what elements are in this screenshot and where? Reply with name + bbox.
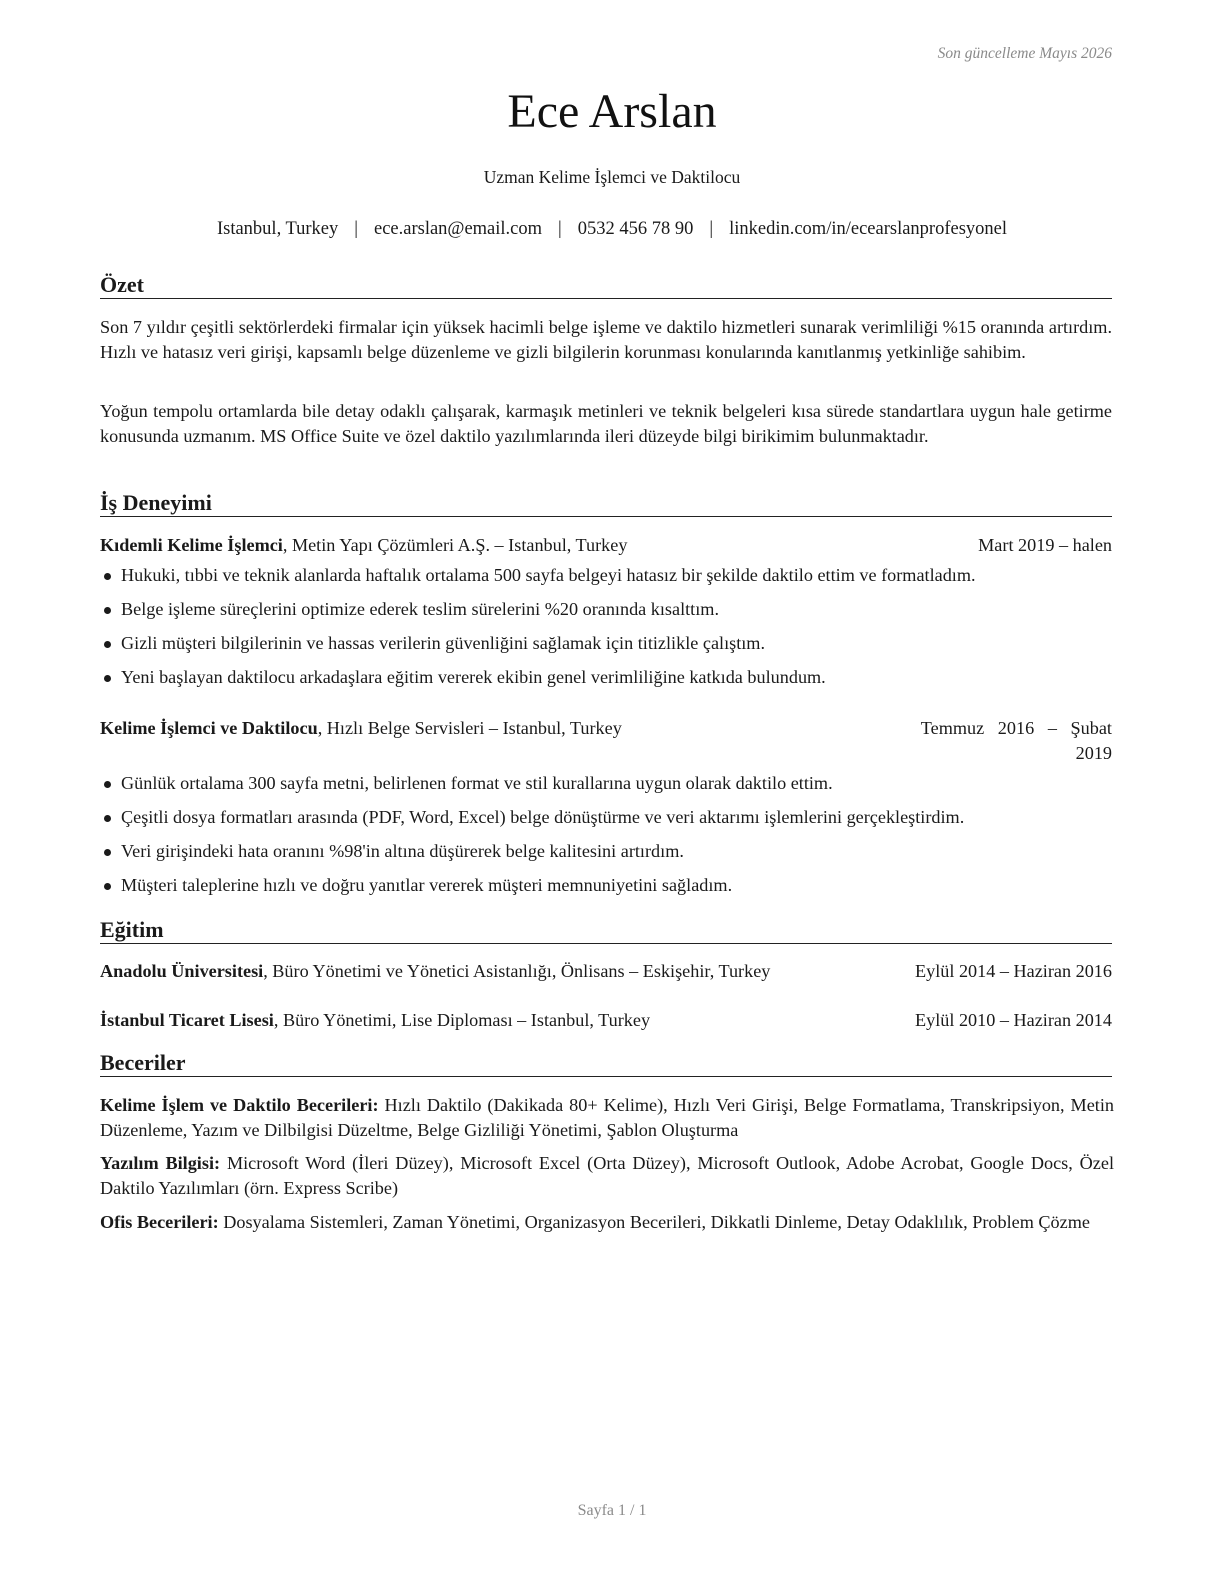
job-company: , Metin Yapı Çözümleri A.Ş. – Istanbul, Turkey [282, 535, 628, 555]
job-role: Kelime İşlemci ve Daktilocu [100, 718, 318, 738]
list-item [100, 665, 1130, 690]
section-heading-experience: İş Deneyimi [100, 490, 1112, 517]
bullet-icon [104, 883, 111, 890]
job-dates: Temmuz 2016 – Şubat 2019 [920, 718, 1112, 763]
page-number: Sayfa 1 / 1 [577, 1502, 647, 1519]
contact-email[interactable]: ece.arslan@email.com [373, 219, 543, 239]
skill-group-label: Yazılım Bilgisi: [100, 1153, 221, 1173]
list-item [100, 631, 1130, 656]
contact-location: Istanbul, Turkey [216, 219, 339, 239]
school-name: İstanbul Ticaret Lisesi [100, 1010, 274, 1030]
bullet-text: Günlük ortalama 300 sayfa metni, belirlenen format ve stil kurallarına uygun olarak daktilo ettim. [121, 773, 833, 793]
skill-group-label: Kelime İşlem ve Daktilo Becerileri: [100, 1095, 379, 1115]
job-role: Kıdemli Kelime İşlemci [100, 535, 283, 555]
contact-phone: 0532 456 78 90 [577, 219, 694, 239]
bullet-text: Belge işleme süreçlerini optimize ederek teslim sürelerini %20 oranında kısalttım. [121, 599, 719, 619]
last-updated-note: Son güncelleme Mayıs 2026 [937, 45, 1112, 62]
list-item [100, 771, 1130, 796]
education-detail: , Büro Yönetimi, Lise Diploması – Istanbul, Turkey [273, 1010, 651, 1030]
job-company: , Hızlı Belge Servisleri – Istanbul, Turkey [317, 718, 622, 738]
job-title: Uzman Kelime İşlemci ve Daktilocu [483, 167, 741, 187]
job-bullets [100, 771, 1130, 898]
section-heading-education: Eğitim [100, 917, 1112, 944]
contact-line [0, 219, 1224, 240]
bullet-icon [104, 573, 111, 580]
bullet-text: Veri girişindeki hata oranını %98'in altına düşürerek belge kalitesini artırdım. [121, 841, 684, 861]
list-item [100, 805, 1130, 830]
contact-linkedin[interactable]: linkedin.com/in/ecearslanprofesyonel [729, 219, 1008, 239]
job-header [100, 716, 1112, 766]
bullet-icon [104, 781, 111, 788]
bullet-icon [104, 815, 111, 822]
education-dates: Eylül 2010 – Haziran 2014 [915, 1010, 1112, 1030]
candidate-name: Ece Arslan [507, 85, 717, 138]
job-bullets [100, 563, 1130, 690]
skill-group [100, 1210, 1114, 1235]
bullet-text: Gizli müşteri bilgilerinin ve hassas verilerin güvenliğini sağlamak için titizlikle çalıştım. [121, 633, 765, 653]
bullet-icon [104, 641, 111, 648]
bullet-text: Hukuki, tıbbi ve teknik alanlarda haftalık ortalama 500 sayfa belgeyi hatasız bir şekilde daktilo ettim ve formatladım. [121, 565, 976, 585]
bullet-icon [104, 849, 111, 856]
bullet-icon [104, 607, 111, 614]
bullet-text: Yeni başlayan daktilocu arkadaşlara eğitim vererek ekibin genel verimliliğine katkıda bulundum. [121, 667, 826, 687]
skill-group-text: Microsoft Word (İleri Düzey), Microsoft Excel (Orta Düzey), Microsoft Outlook, Adobe Acrobat, Google Docs, Özel Daktilo Yazılımları (örn. Express Scribe) [100, 1153, 1115, 1198]
list-item [100, 873, 1130, 898]
skill-group-label: Ofis Becerileri: [100, 1212, 219, 1232]
summary-paragraph: Yoğun tempolu ortamlarda bile detay odaklı çalışarak, karmaşık metinleri ve teknik belgeleri kısa sürede standartlara uygun hale getirme konusunda uzmanım. MS Office Suite ve özel daktilo yazılımlarında ileri düzeyde bilgi birikimim bulunmaktadır. [100, 401, 1112, 446]
education-detail: , Büro Yönetimi ve Yönetici Asistanlığı, Önlisans – Eskişehir, Turkey [263, 961, 771, 981]
bullet-icon [104, 675, 111, 682]
section-heading-summary: Özet [100, 272, 1112, 299]
summary-paragraph: Son 7 yıldır çeşitli sektörlerdeki firmalar için yüksek hacimli belge işleme ve daktilo hizmetleri sunarak verimliliği %15 oranında artırdım. Hızlı ve hatasız veri girişi, kapsamlı belge düzenleme ve gizli bilgilerin korunması konularında kanıtlanmış yetkinliğe sahibim. [100, 317, 1112, 362]
contact-separator: | [558, 219, 562, 239]
list-item [100, 563, 1130, 588]
skill-group [100, 1093, 1114, 1143]
section-heading-skills: Beceriler [100, 1050, 1112, 1077]
list-item [100, 597, 1130, 622]
list-item [100, 839, 1130, 864]
job-dates: Mart 2019 – halen [978, 535, 1112, 555]
contact-separator: | [709, 219, 714, 239]
education-dates: Eylül 2014 – Haziran 2016 [915, 961, 1112, 981]
bullet-text: Çeşitli dosya formatları arasında (PDF, Word, Excel) belge dönüştürme ve veri aktarımı işlemlerini gerçekleştirdim. [121, 807, 965, 827]
bullet-text: Müşteri taleplerine hızlı ve doğru yanıtlar vererek müşteri memnuniyetini sağladım. [121, 875, 733, 895]
school-name: Anadolu Üniversitesi [100, 961, 264, 981]
skill-group-text: Hızlı Daktilo (Dakikada 80+ Kelime), Hızlı Veri Girişi, Belge Formatlama, Transkripsiyon, Metin Düzenleme, Yazım ve Dilbilgisi Düzeltme, Belge Gizliliği Yönetimi, Şablon Oluşturma [100, 1095, 1114, 1140]
skill-group [100, 1151, 1114, 1201]
contact-separator: | [354, 219, 358, 239]
skill-group-text: Dosyalama Sistemleri, Zaman Yönetimi, Organizasyon Becerileri, Dikkatli Dinleme, Detay Odaklılık, Problem Çözme [218, 1212, 1090, 1232]
